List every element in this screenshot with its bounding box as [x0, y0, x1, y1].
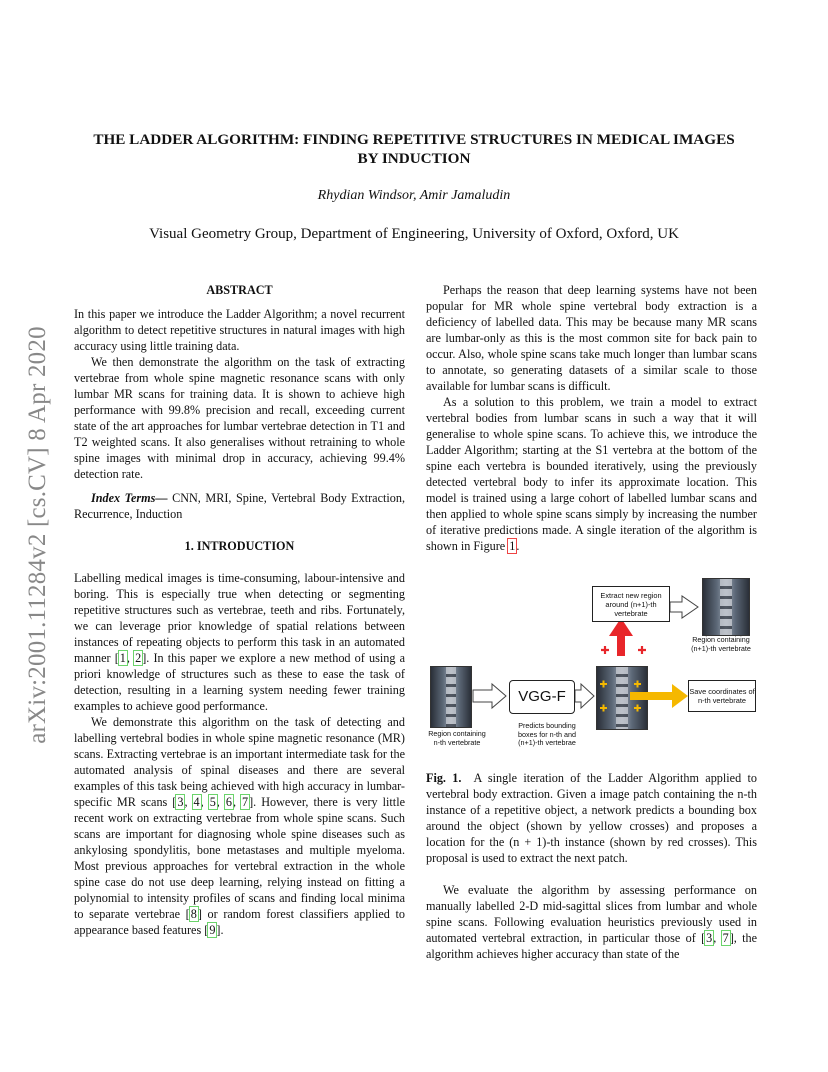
yellow-cross-icon	[600, 681, 607, 688]
arxiv-identifier: arXiv:2001.11284v2 [cs.CV] 8 Apr 2020	[24, 326, 51, 744]
arxiv-side-stamp	[18, 290, 58, 780]
right-p2-text-a: As a solution to this problem, we train a model to extract vertebral bodies from lumbar scans in such a way that it will generalise to whole spine scans. To achieve this, we introduce the Ladder Algorithm; starting at the S1 vertebra at the bottom of the spine each vertebra is bounded iteratively, using the previously detected vertebral body to infer its approximate location. This model is trained using a large cohort of labelled lumbar scans and then applied to whole spine scans simply by increasing the number of iterative predictions made. A single iteration of the algorithm is shown in Figure	[426, 395, 757, 553]
right-paragraph-3: We evaluate the algorithm by assessing performance on manually labelled 2-D mid-sagittal slices from lumbar and whole spine scans. Following evaluation heuristics previously used in automated vertebral extraction, in particular those of [3, 7], the algorithm achieves higher accuracy than state of the	[426, 883, 757, 961]
title-line-2: BY INDUCTION	[357, 150, 471, 167]
abstract-paragraph-1: In this paper we introduce the Ladder Algorithm; a novel recurrent algorithm to detect repetitive structures in natural images with high accuracy using little training data.	[74, 307, 405, 353]
yellow-cross-icon	[634, 705, 641, 712]
intro-p2-text-c: ] or random forest classifiers applied to appearance based features [	[74, 907, 405, 937]
caption-label: Fig. 1.	[426, 771, 462, 785]
intro-p2-text-b: ]. However, there is very little recent work on extracting vertebrae from whole spine scans. Such scans are important for diagnosing whole spine diseases such as ankylosing spondylitis, bone metastases and multiple myeloma. Most previous approaches for vertebral extraction in the whole spine case do not use deep learning, relying instead on fitting a polynomial to intensity profiles of scans and finding local minima to separate vertebrae [	[74, 795, 405, 921]
arrow-next-patch-icon	[670, 596, 698, 618]
red-cross-icon	[601, 646, 609, 654]
predicts-label: Predicts bounding boxes for n-th and (n+1)-th vertebrae	[518, 721, 576, 747]
intro-heading: 1. INTRODUCTION	[184, 539, 295, 553]
authors: Rhydian Windsor, Amir Jamaludin	[317, 188, 511, 203]
yellow-cross-icon	[600, 705, 607, 712]
intro-p1-text-b: ]. In this paper we explore a new method of using a priori knowledge of structures such as these to ease the task of detection, resulting in a learning system needing fewer training examples to achieve good performance.	[74, 651, 405, 713]
citation-link[interactable]: 7	[722, 931, 729, 945]
citation-link[interactable]: 4	[193, 795, 200, 809]
intro-p2-text-d: ].	[216, 923, 224, 937]
right-p3-text-b: ], the algorithm achieves higher accuracy than state of the	[426, 931, 757, 961]
affiliation: Visual Geometry Group, Department of Engineering, University of Oxford, Oxford, UK	[149, 226, 679, 242]
region-n1-label: Region containing (n+1)-th vertebrate	[691, 635, 751, 653]
extract-region-box: Extract new region around (n+1)-th vertebrate	[592, 586, 670, 622]
yellow-arrow-shaft	[630, 692, 674, 700]
red-arrow-shaft	[617, 634, 625, 656]
abstract-paragraph-2: We then demonstrate the algorithm on the task of extracting vertebrae from whole spine magnetic resonance scans with only lumbar MR scans for training data. It is shown to achieve high performance with 99.8% precision and recall, exceeding current state of the art approaches for lumbar vertebrae detection in T1 and T2 weighted scans. It also generalises without retraining to whole spine images with minimal drop in accuracy, achieving 99.4% detection rate.	[74, 355, 405, 481]
abstract-heading: ABSTRACT	[206, 283, 273, 297]
index-terms	[74, 490, 405, 522]
yellow-cross-icon	[634, 681, 641, 688]
index-terms-text: CNN, MRI, Spine, Vertebral Body Extraction, Recurrence, Induction	[74, 491, 405, 521]
citation-link[interactable]: 3	[706, 931, 713, 945]
title-line-1: THE LADDER ALGORITHM: FINDING REPETITIVE STRUCTURES IN MEDICAL IMAGES	[93, 131, 735, 148]
save-coordinates-box: Save coordinates of n-th vertebrate	[688, 680, 756, 712]
citation-link[interactable]: 1	[119, 651, 126, 665]
intro-p1-text-a: Labelling medical images is time-consuming, labour-intensive and boring. This is especially true when detecting or segmenting repetitive structures such as vertebrae, teeth and ribs. Fortunately, we can leverage prior knowledge of spatial relations between instances of repeating objects to perform this task in an automated manner [	[74, 571, 405, 665]
intro-p2-text-a: We demonstrate this algorithm on the task of detecting and labelling vertebral bodies in whole spine magnetic resonance (MR) scans. Extracting vertebrae is an important intermediate task for the automated analysis of spinal diseases and there are several examples of this task being achieved with high accuracy in lumbar-specific MR scans [	[74, 715, 405, 809]
right-p2-text-b: .	[516, 539, 520, 553]
right-paragraph-1: Perhaps the reason that deep learning systems have not been popular for MR whole spine vertebral body extraction is a deficiency of labelled data. This may be because many MR scans are lumbar-only as this is the most common site for back pain to occur. Also, whole spine scans take much longer than lumbar scans to annotate, so generating datasets of a similar scale to those available for lumbar scans is difficult.	[426, 283, 757, 393]
paper-title	[60, 130, 768, 168]
figure-1-caption	[426, 770, 757, 866]
citation-link[interactable]: 8	[190, 907, 197, 921]
red-cross-icon	[638, 646, 646, 654]
yellow-arrow-head-icon	[672, 684, 688, 708]
citation-link[interactable]: 5	[209, 795, 216, 809]
intro-paragraph-1: Labelling medical images is time-consuming, labour-intensive and boring. This is especially true when detecting or segmenting repetitive structures such as vertebrae, teeth and ribs. Fortunately, we can leverage prior knowledge of spatial relations between instances of repeating objects to perform this task in an automated manner [1, 2]. In this paper we explore a new method of using a priori knowledge of structures such as these to ease the task of detection, resulting in a learning system needing fewer training examples to achieve good performance.	[74, 571, 405, 713]
right-column	[426, 282, 757, 962]
region-n-label: Region containing n-th vertebrate	[428, 729, 486, 747]
left-column	[74, 282, 405, 938]
citation-link[interactable]: 6	[225, 795, 232, 809]
right-paragraph-2	[426, 394, 757, 554]
arrow-output-icon	[575, 684, 594, 708]
intro-paragraph-2: We demonstrate this algorithm on the task of detecting and labelling vertebral bodies in whole spine magnetic resonance (MR) scans. Extracting vertebrae is an important intermediate task for the automated analysis of spinal diseases and there are several examples of this task being achieved with high accuracy in lumbar-specific MR scans [3, 4, 5, 6, 7]. However, there is very little recent work on extracting vertebrae from whole spine scans. Such scans are important for diagnosing whole spine diseases such as ankylosing spondylitis, bone metastases and multiple myeloma. Most previous approaches for vertebral extraction in the whole spine case do not use deep learning, relying instead on fitting a polynomial to intensity profiles of scans and finding local minima to separate vertebrae [8] or random forest classifiers applied to appearance based features [9].	[74, 715, 405, 937]
right-p3-text-a: We evaluate the algorithm by assessing performance on manually labelled 2-D mid-sagittal slices from lumbar and whole spine scans. Following evaluation heuristics previously used in automated vertebral extraction, in particular those of [	[426, 883, 757, 945]
figure-1-diagram	[426, 574, 757, 770]
citation-link[interactable]: 2	[135, 651, 142, 665]
figure-reference-link[interactable]: 1	[509, 539, 516, 553]
citation-link[interactable]: 3	[177, 795, 184, 809]
arrow-input-icon	[473, 684, 506, 708]
vgg-network-box: VGG-F	[509, 680, 575, 714]
citation-link[interactable]: 7	[242, 795, 249, 809]
index-terms-label: Index Terms—	[91, 491, 168, 505]
caption-text: A single iteration of the Ladder Algorithm applied to vertebral body extraction. Given a image patch containing the n-th instance of a repetitive object, a network predicts a bounding box around the object (shown by yellow crosses) and proposes a location for the (n + 1)-th instance (shown by red crosses). This proposal is used to extract the next patch.	[426, 771, 757, 865]
citation-link[interactable]: 9	[209, 923, 216, 937]
